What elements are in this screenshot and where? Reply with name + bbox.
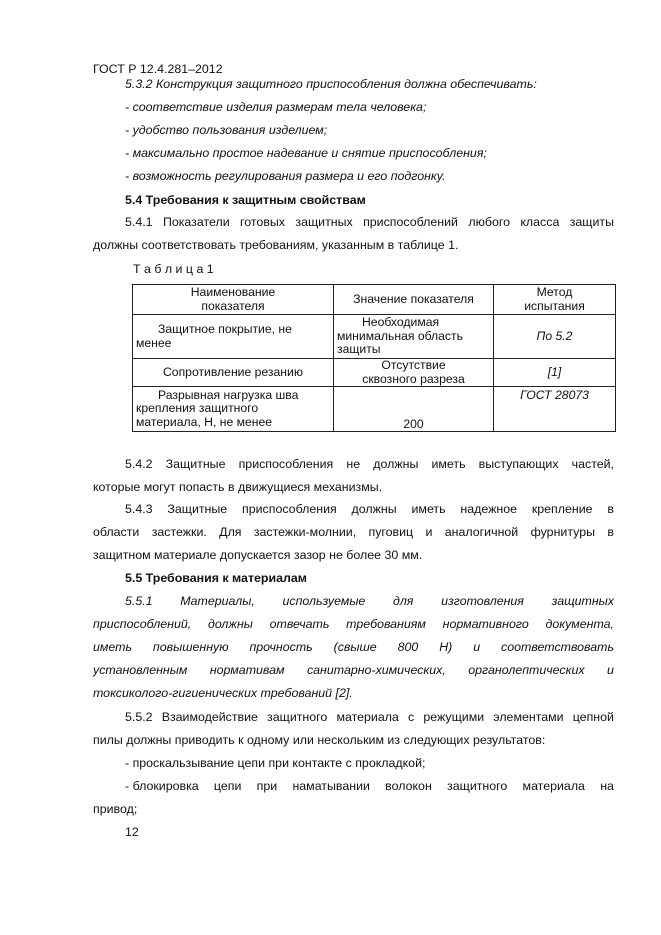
cell-text: Необходимая (362, 315, 440, 330)
header-text: Наименование (190, 285, 276, 299)
word: при (256, 779, 278, 793)
word: (свыше (333, 640, 377, 654)
table-header-cell (133, 285, 334, 315)
word: установленным (93, 663, 188, 677)
word: для (392, 594, 414, 608)
word: надежное (460, 502, 518, 516)
word: Защитные (165, 457, 226, 471)
word: не (346, 457, 361, 471)
word: Взаимодействие (161, 710, 258, 724)
header-text: показателя (201, 298, 265, 313)
word: защитного (447, 779, 508, 793)
word: Показатели (162, 215, 230, 229)
table-cell (334, 359, 494, 387)
word: нормативного (442, 617, 529, 631)
cell-text: Защитное покрытие, не (158, 322, 292, 336)
word: защиты (569, 215, 614, 229)
word: защитных (551, 594, 614, 608)
word: органолептических (468, 663, 585, 677)
word: материала (336, 710, 399, 724)
word: - блокировка (125, 779, 199, 793)
table-cell: ГОСТ 28073 (494, 387, 616, 432)
word: приспособлений (363, 215, 458, 229)
word: Н) (439, 640, 453, 654)
list-item: - удобство пользования изделием; (125, 123, 328, 137)
word: застежки. (151, 525, 207, 539)
word: приспособления (238, 457, 334, 471)
paragraph-5-4-3-line2 (93, 524, 614, 540)
paragraph-5-4-3-line3: защитном материале допускается зазор не более 30 мм. (93, 548, 423, 562)
page-number: 12 (125, 825, 139, 839)
word: с (407, 710, 415, 724)
cell-text: Сопротивление резанию (163, 364, 303, 379)
table-cell (334, 315, 494, 359)
cell-text: минимальная область (337, 328, 463, 343)
list-item: - соответствие изделия размерам тела человека; (125, 100, 427, 114)
paragraph-5-5-1-line5: токсиколого-гигиенических требований [2]. (93, 686, 353, 700)
word: нормативам (209, 663, 285, 677)
word: на (600, 779, 614, 793)
header-text: испытания (524, 298, 585, 313)
cell-text: менее (136, 335, 172, 350)
section-5-5-heading: 5.5 Требования к материалам (125, 571, 307, 585)
word: элементами (493, 710, 564, 724)
table-cell (133, 359, 334, 387)
header-text: Значение показателя (353, 291, 474, 306)
word: 800 (397, 640, 419, 654)
word: материала (522, 779, 585, 793)
paragraph-5-5-1-line3 (93, 639, 614, 655)
word: Защитные (167, 502, 228, 516)
word: готовых (240, 215, 286, 229)
word: санитарно-химических, (306, 663, 446, 677)
word: частей, (571, 457, 614, 471)
word: 5.4.2 (125, 457, 153, 471)
table-row (133, 387, 616, 432)
cell-text: крепления защитного (136, 401, 259, 416)
table-cell: По 5.2 (494, 315, 616, 359)
table-cell: [1] (494, 359, 616, 387)
list-item: - проскальзывание цепи при контакте с прокладкой; (125, 756, 426, 770)
word: 5.5.1 (125, 594, 153, 608)
cell-text: сквозного разреза (362, 371, 465, 386)
table-caption: Т а б л и ц а 1 (133, 262, 214, 276)
header-text: Метод (536, 285, 573, 299)
paragraph-5-5-1-line2 (93, 616, 614, 632)
word: иметь (411, 502, 446, 516)
word: и (473, 640, 481, 654)
word: наматывании (292, 779, 370, 793)
clause-5-3-2-title: 5.3.2 Конструкция защитного приспособления должна обеспечивать: (125, 77, 537, 91)
word: аналогичной (444, 525, 519, 539)
paragraph-5-5-1-line4 (93, 662, 614, 678)
word: фурнитуры (530, 525, 595, 539)
list-item: - максимально простое надевание и снятие приспособления; (125, 146, 487, 160)
word: и (607, 663, 614, 677)
paragraph-5-4-2-line2: которые могут попасть в движущиеся механизмы. (93, 480, 383, 494)
table-1 (132, 284, 616, 432)
cell-text: Отсутствие (381, 358, 446, 372)
word: цепи (213, 779, 242, 793)
paragraph-5-4-2-line1 (125, 456, 614, 472)
word: пуговиц (368, 525, 414, 539)
word: соответствовать (501, 640, 614, 654)
word: иметь (431, 457, 466, 471)
word: прочность (249, 640, 313, 654)
word: должны (351, 502, 397, 516)
word: отвечать (269, 617, 330, 631)
word: приспособления (242, 502, 337, 516)
word: приспособлений, (93, 617, 192, 631)
word: крепление (531, 502, 593, 516)
word: класса (520, 215, 560, 229)
table-header-cell (334, 285, 494, 315)
word: цепной (572, 710, 614, 724)
word: застежки-молнии, (253, 525, 357, 539)
paragraph-5-4-3-line1 (125, 501, 614, 517)
paragraph-5-4-1-line2: должны соответствовать требованиям, указанным в таблице 1. (93, 238, 459, 252)
word: в (607, 502, 614, 516)
section-5-4-heading: 5.4 Требования к защитным свойствам (125, 193, 366, 207)
word: должны (207, 617, 253, 631)
word: волокон (385, 779, 432, 793)
word: используемые (282, 594, 366, 608)
table-header-cell (494, 285, 616, 315)
table-cell (334, 387, 494, 432)
document-header: ГОСТ Р 12.4.281–2012 (93, 62, 223, 76)
table-cell (133, 387, 334, 432)
word: документа, (545, 617, 614, 631)
word: требованиям (346, 617, 426, 631)
word: Материалы, (180, 594, 255, 608)
table-row (133, 359, 616, 387)
word: любого (468, 215, 510, 229)
paragraph-5-4-1-line1 (125, 214, 614, 230)
word: изготовления (441, 594, 524, 608)
cell-text: Разрывная нагрузка шва (158, 387, 299, 402)
paragraph-5-5-2-line2: пилы должны приводить к одному или нескольким из следующих результатов: (93, 733, 546, 747)
word: должны (373, 457, 419, 471)
list-item-line1 (125, 778, 614, 794)
table-row (133, 315, 616, 359)
paragraph-5-5-2-line1 (125, 709, 614, 725)
word: Для (219, 525, 242, 539)
list-item-line2: привод; (93, 802, 138, 816)
word: защитного (267, 710, 328, 724)
word: 5.4.1 (125, 215, 153, 229)
table-cell (133, 315, 334, 359)
cell-text: материала, Н, не менее (136, 414, 273, 429)
word: выступающих (478, 457, 559, 471)
cell-text: 200 (403, 416, 424, 431)
list-item: - возможность регулирования размера и его подгонку. (125, 169, 446, 183)
word: повышенную (152, 640, 229, 654)
word: и (425, 525, 433, 539)
word: 5.4.3 (125, 502, 153, 516)
word: защитных (295, 215, 353, 229)
word: в (607, 525, 614, 539)
word: режущими (423, 710, 485, 724)
cell-text: защиты (337, 342, 381, 357)
paragraph-5-5-1-line1 (125, 593, 614, 609)
word: 5.5.2 (125, 710, 153, 724)
word: иметь (93, 640, 132, 654)
table-header-row (133, 285, 616, 315)
word: области (93, 525, 140, 539)
